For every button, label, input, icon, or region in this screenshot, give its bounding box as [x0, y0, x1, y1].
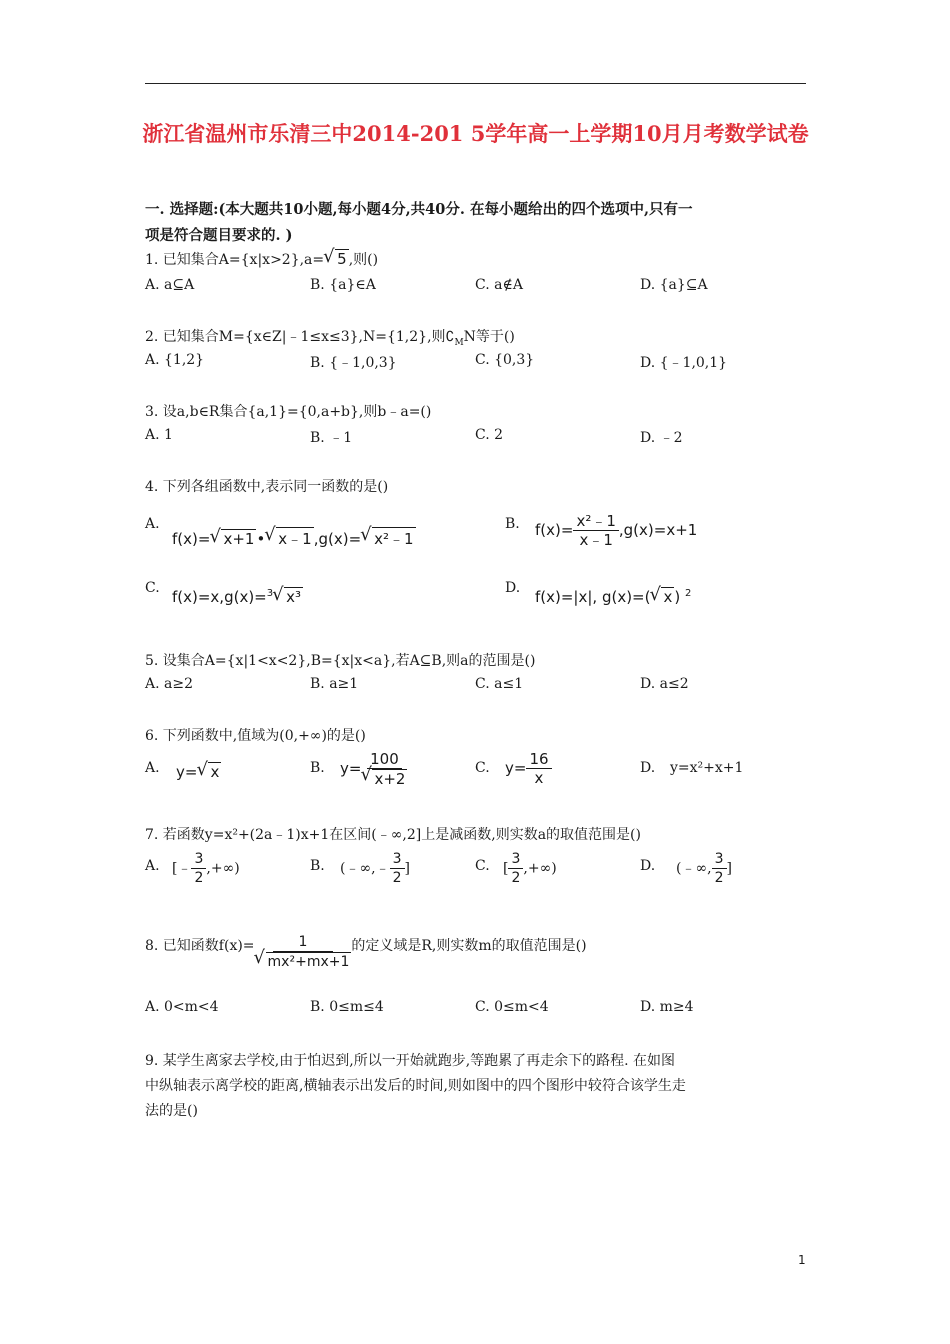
- q2-option-d: D. {﹣1,0,1}: [640, 355, 728, 371]
- q4-option-a-formula: f(x)=√ x+1 •√ x﹣1 ,g(x)=√ x²﹣1: [172, 527, 416, 549]
- q6-option-a-formula: y=√ x: [176, 762, 221, 781]
- q8-option-d: D. m≥4: [640, 999, 694, 1015]
- q4-option-c-formula: f(x)=x,g(x)=$^3$√ x³: [172, 587, 303, 606]
- section-heading-line2: 项是符合题目要求的. ): [145, 227, 293, 244]
- q7-option-d-label: D.: [640, 858, 656, 874]
- q3-option-d: D. ﹣2: [640, 430, 683, 446]
- q3-option-c: C. 2: [475, 427, 504, 443]
- question-3-stem: 3. 设a,b∈R集合{a,1}={0,a+b},则b﹣a=(): [145, 404, 432, 420]
- question-9-line1: 9. 某学生离家去学校,由于怕迟到,所以一开始就跑步,等跑累了再走余下的路程. 在如图: [145, 1053, 676, 1069]
- section-heading-line1: 一. 选择题:(本大题共10小题,每小题4分,共40分. 在每小题给出的四个选项中,只有一: [145, 201, 693, 218]
- question-6-stem: 6. 下列函数中,值域为(0,+∞)的是(): [145, 728, 366, 744]
- q2-option-a: A. {1,2}: [145, 352, 205, 368]
- question-5-stem: 5. 设集合A={x|1<x<2},B={x|x<a},若A⊆B,则a的范围是(): [145, 653, 536, 669]
- q1-option-d: D. {a}⊆A: [640, 277, 708, 293]
- question-9-line2: 中纵轴表示离学校的距离,横轴表示出发后的时间,则如图中的四个图形中较符合该学生走: [145, 1078, 686, 1094]
- q2-option-b: B. {﹣1,0,3}: [310, 355, 397, 371]
- q1-option-b: B. {a}∈A: [310, 277, 376, 293]
- q1-option-a: A. a⊆A: [145, 277, 195, 293]
- q6-option-a-label: A.: [145, 760, 160, 776]
- q6-option-b-label: B.: [310, 760, 325, 776]
- q7-option-b-formula: (﹣∞,﹣ $\frac{3}{2}$ ]: [340, 851, 410, 886]
- q1-option-c: C. a∉A: [475, 277, 523, 293]
- q5-option-a: A. a≥2: [145, 676, 193, 692]
- q6-option-d-label: D.: [640, 760, 656, 776]
- question-7-stem: 7. 若函数y=x²+(2a﹣1)x+1在区间(﹣∞,2]上是减函数,则实数a的取值范围是(): [145, 827, 641, 843]
- q5-option-b: B. a≥1: [310, 676, 359, 692]
- sqrt-5: √ 5: [324, 249, 349, 268]
- q4-option-b-formula: f(x)= $\frac{\text{x²﹣1}}{x﹣1}$ ,g(x)=x+1: [535, 512, 698, 549]
- q7-option-c-label: C.: [475, 858, 490, 874]
- q7-option-c-formula: [ $\frac{3}{2}$ ,+∞): [503, 851, 557, 886]
- q4-option-d-formula: f(x)=|x|, g(x)=(√ x ) $^2$: [535, 587, 691, 606]
- q4-option-a-label: A.: [145, 516, 160, 532]
- q7-option-d-formula: (﹣∞, $\frac{3}{2}$ ]: [676, 851, 732, 886]
- q7-option-a-label: A.: [145, 858, 160, 874]
- question-1-stem: 1. 已知集合A={x|x>2},a=√ 5 ,则(): [145, 249, 378, 269]
- header-rule: [145, 83, 806, 84]
- question-8-stem: 8. 已知函数f(x)= 1 √ mx²+mx+1 的定义域是R,则实数m的取值范围是(): [145, 935, 587, 971]
- q4-option-c-label: C.: [145, 580, 160, 596]
- q4-option-d-label: D.: [505, 580, 521, 596]
- q7-option-b-label: B.: [310, 858, 325, 874]
- q4-option-b-label: B.: [505, 516, 520, 532]
- q7-option-a-formula: [﹣ $\frac{3}{2}$ ,+∞): [172, 851, 240, 886]
- q5-option-c: C. a≤1: [475, 676, 524, 692]
- question-9-line3: 法的是(): [145, 1103, 198, 1119]
- question-4-stem: 4. 下列各组函数中,表示同一函数的是(): [145, 479, 389, 495]
- q6-option-c-label: C.: [475, 760, 490, 776]
- q6-option-c-formula: y= $\frac{16}{x}$: [505, 750, 552, 787]
- q8-option-c: C. 0≤m<4: [475, 999, 549, 1015]
- page-number: 1: [798, 1253, 806, 1267]
- question-2-stem: 2. 已知集合M={x∈Z|﹣1≤x≤3},N={1,2},则$∁_MN$等于(): [145, 329, 515, 348]
- q2-option-c: C. {0,3}: [475, 352, 535, 368]
- q3-option-b: B. ﹣1: [310, 430, 353, 446]
- q8-option-a: A. 0<m<4: [145, 999, 219, 1015]
- q5-option-d: D. a≤2: [640, 676, 689, 692]
- q3-option-a: A. 1: [145, 427, 173, 443]
- page-title: 浙江省温州市乐清三中2014-201 5学年高一上学期10月月考数学试卷: [142, 121, 809, 146]
- q6-option-d-formula: y=x²+x+1: [670, 760, 744, 776]
- q8-option-b: B. 0≤m≤4: [310, 999, 384, 1015]
- q6-option-b-formula: y= 100 √ x+2: [340, 750, 407, 788]
